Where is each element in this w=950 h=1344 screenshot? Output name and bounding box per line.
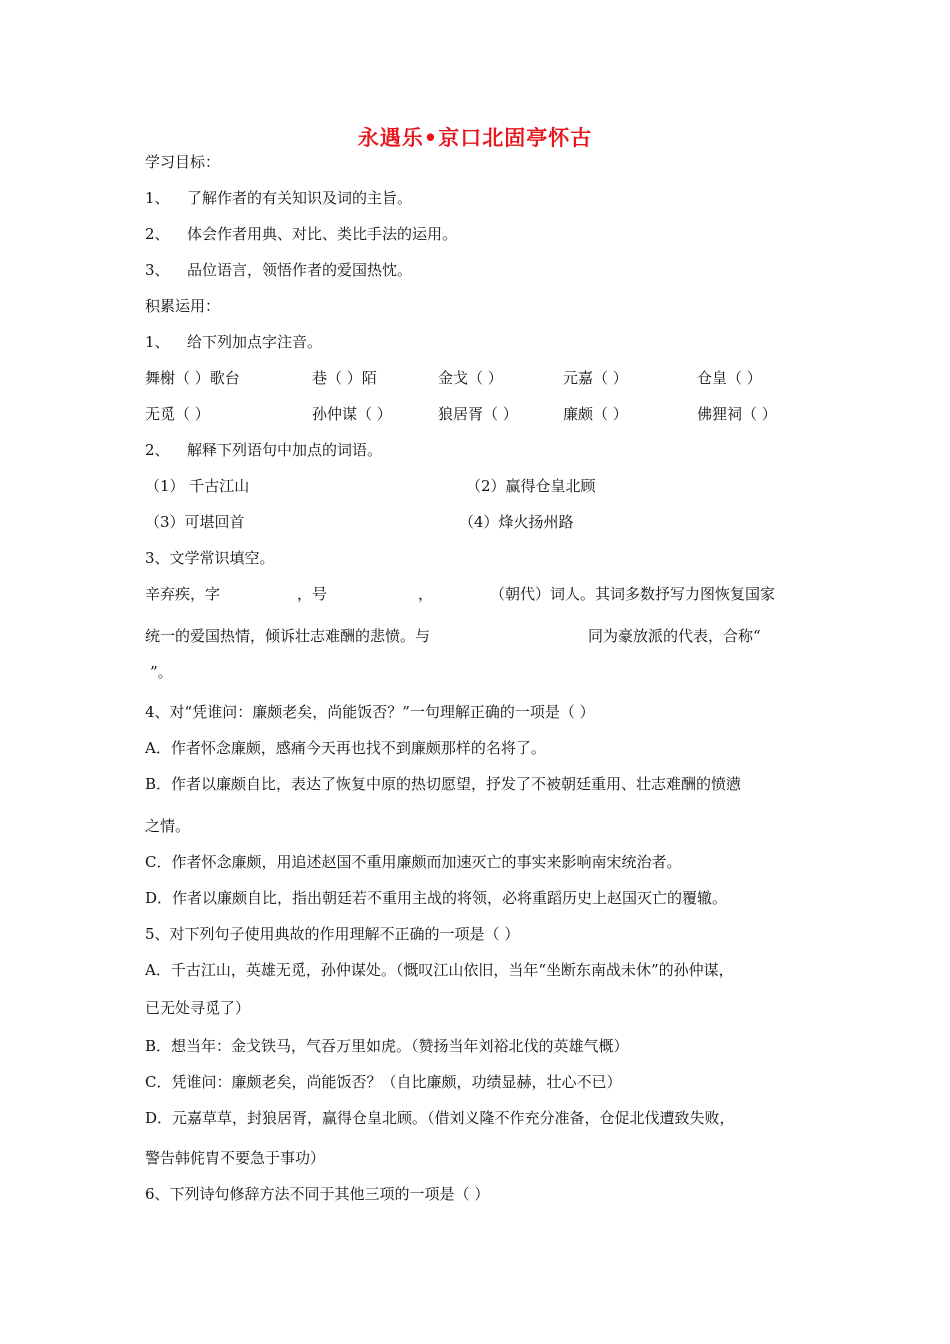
question-1: [145, 332, 322, 352]
fill-blank-text: 同为豪放派的代表，合称“: [588, 627, 761, 645]
pinyin-item: 元嘉（ ）: [563, 369, 628, 387]
objective-text: 体会作者用典、对比、类比手法的运用。: [187, 225, 458, 243]
objective-number: 3、: [145, 261, 170, 279]
option-d: D．作者以廉颇自比，指出朝廷若不重用主战的将领，必将重蹈历史上赵国灭亡的覆辙。: [145, 889, 728, 907]
objective-item-1: [145, 188, 412, 208]
pinyin-item: 巷（ ）陌: [312, 369, 377, 387]
option-a: A．作者怀念廉颇，感痛今天再也找不到廉颇那样的名将了。: [145, 739, 546, 757]
fill-blank-text: 辛弃疾，字: [145, 585, 221, 603]
option-c: C．作者怀念廉颇，用追述赵国不重用廉颇而加速灭亡的事实来影响南宋统治者。: [145, 853, 682, 871]
fill-blank-text: ，号: [297, 585, 328, 603]
question-2: [145, 440, 382, 460]
fill-blank-text: 统一的爱国热情，倾诉壮志难酬的悲愤。与: [145, 627, 431, 645]
pinyin-item: 廉颇（ ）: [563, 405, 628, 423]
phrase-item: （3）可堪回首: [145, 513, 245, 531]
objectives-heading: 学习目标：: [145, 153, 221, 171]
option-d: D．元嘉草草，封狼居胥，赢得仓皇北顾。（借刘义隆不作充分准备，仓促北伐遭致失败，: [145, 1109, 735, 1127]
page-title: 永遇乐•京口北固亭怀古: [357, 125, 593, 150]
phrase-item: （2）赢得仓皇北顾: [466, 477, 596, 495]
question-4: 4、对“凭谁问：廉颇老矣，尚能饭否？”一句理解正确的一项是（ ）: [145, 703, 595, 721]
objective-item-3: [145, 260, 412, 280]
question-number: 1、: [145, 333, 170, 351]
pinyin-item: 无觅（ ）: [145, 405, 210, 423]
question-number: 2、: [145, 441, 170, 459]
phrase-item: （1） 千古江山: [145, 477, 250, 495]
fill-blank-text: ”。: [150, 663, 173, 681]
option-b-continued: 之情。: [145, 817, 191, 835]
pinyin-item: 金戈（ ）: [438, 369, 503, 387]
objective-number: 2、: [145, 225, 170, 243]
objective-text: 了解作者的有关知识及词的主旨。: [187, 189, 413, 207]
option-d-continued: 警告韩侂胄不要急于事功）: [145, 1149, 326, 1167]
pinyin-item: 佛狸祠（ ）: [697, 405, 777, 423]
question-5: 5、对下列句子使用典故的作用理解不正确的一项是（ ）: [145, 925, 520, 943]
option-b: B．作者以廉颇自比，表达了恢复中原的热切愿望，抒发了不被朝廷重用、壮志难酬的愤懑: [145, 775, 742, 793]
option-c: C．凭谁问：廉颇老矣，尚能饭否？（自比廉颇，功绩显赫，壮心不已）: [145, 1073, 622, 1091]
question-6: 6、下列诗句修辞方法不同于其他三项的一项是（ ）: [145, 1185, 490, 1203]
question-3: 3、文学常识填空。: [145, 549, 275, 567]
objective-text: 品位语言，领悟作者的爱国热忱。: [187, 261, 413, 279]
phrase-item: （4）烽火扬州路: [459, 513, 574, 531]
fill-blank-text: ，: [418, 585, 434, 603]
option-a: A．千古江山，英雄无觅，孙仲谋处。（慨叹江山依旧，当年“坐断东南战未休”的孙仲谋，: [145, 961, 734, 979]
pinyin-item: 仓皇（ ）: [697, 369, 762, 387]
pinyin-item: 孙仲谋（ ）: [312, 405, 392, 423]
pinyin-item: 狼居胥（ ）: [438, 405, 518, 423]
option-a-continued: 已无处寻觅了）: [145, 999, 251, 1017]
question-text: 解释下列语句中加点的词语。: [187, 441, 383, 459]
fill-blank-text: （朝代）词人。其词多数抒写力图恢复国家: [490, 585, 776, 603]
pinyin-item: 舞榭（ ）歌台: [145, 369, 240, 387]
option-b: B．想当年：金戈铁马，气吞万里如虎。（赞扬当年刘裕北伐的英雄气概）: [145, 1037, 629, 1055]
practice-heading: 积累运用：: [145, 297, 221, 315]
question-text: 给下列加点字注音。: [187, 333, 323, 351]
objective-item-2: [145, 224, 457, 244]
objective-number: 1、: [145, 189, 170, 207]
